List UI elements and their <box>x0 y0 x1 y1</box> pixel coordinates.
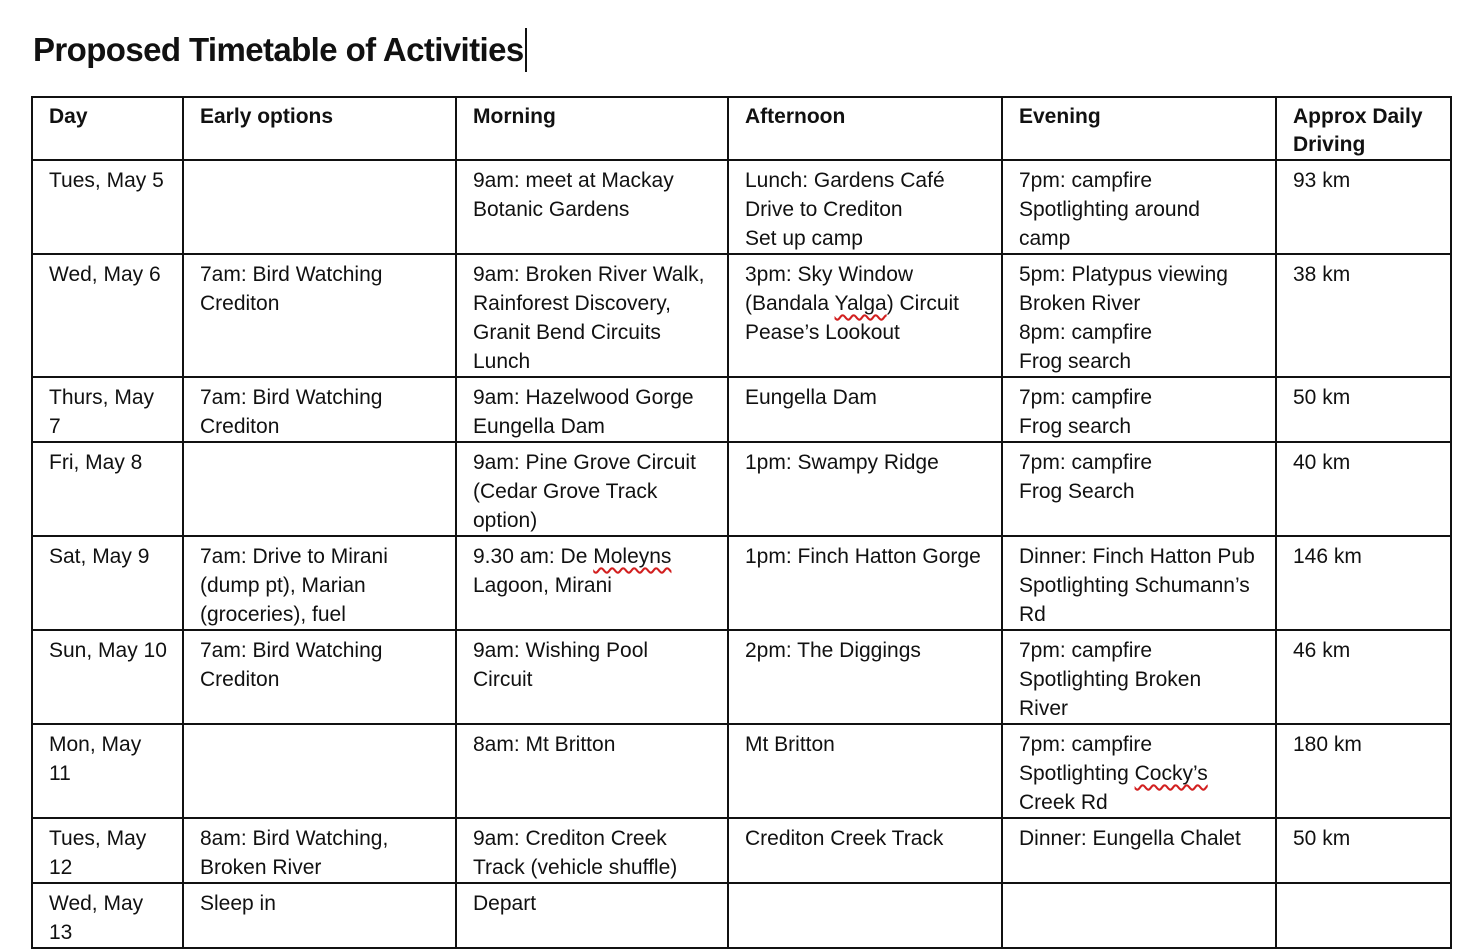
cell-evening[interactable] <box>1002 883 1276 948</box>
table-row <box>32 630 1451 724</box>
cell-line: Botanic Gardens <box>473 198 630 221</box>
header-driving[interactable] <box>1276 97 1451 160</box>
cell-line: Broken River <box>200 856 322 879</box>
header-afternoon[interactable] <box>728 97 1002 160</box>
cell-day[interactable] <box>32 536 183 630</box>
cell-line: 3pm: Sky Window <box>745 263 914 286</box>
cell-afternoon[interactable] <box>728 724 1002 818</box>
header-driving-label: Approx Daily Driving <box>1293 105 1423 156</box>
header-evening[interactable] <box>1002 97 1276 160</box>
table-row <box>32 442 1451 536</box>
cell-day[interactable] <box>32 818 183 883</box>
cell-line: Depart <box>473 892 537 915</box>
table-row <box>32 724 1451 818</box>
cell-driving[interactable] <box>1276 442 1451 536</box>
cell-line: Broken River <box>1019 292 1141 315</box>
cell-line: Sleep in <box>200 892 276 915</box>
cell-afternoon[interactable] <box>728 160 1002 254</box>
header-morning-label: Morning <box>473 105 556 128</box>
cell-line: Thurs, May <box>49 386 155 409</box>
cell-driving[interactable] <box>1276 377 1451 442</box>
cell-line: Tues, May <box>49 827 147 850</box>
cell-evening[interactable] <box>1002 630 1276 724</box>
cell-driving[interactable] <box>1276 883 1451 948</box>
cell-day[interactable] <box>32 883 183 948</box>
cell-line: 12 <box>49 856 73 879</box>
header-early-label: Early options <box>200 105 334 128</box>
timetable-body <box>32 160 1451 948</box>
cell-line: 50 km <box>1293 386 1351 409</box>
cell-line: Spotlighting Broken <box>1019 668 1202 691</box>
cell-line: 11 <box>49 762 71 785</box>
cell-line: (groceries), fuel <box>200 603 346 626</box>
cell-morning[interactable] <box>456 883 728 948</box>
cell-line: 9am: Pine Grove Circuit <box>473 451 696 474</box>
cell-day[interactable] <box>32 442 183 536</box>
cell-line: 9am: Wishing Pool <box>473 639 649 662</box>
cell-line: Sun, May 10 <box>49 639 167 662</box>
cell-early-options[interactable] <box>183 724 456 818</box>
cell-driving[interactable] <box>1276 536 1451 630</box>
cell-early-options[interactable] <box>183 883 456 948</box>
cell-line: option) <box>473 509 538 532</box>
cell-line: 7am: Bird Watching <box>200 386 383 409</box>
document-title[interactable] <box>33 28 527 72</box>
header-day-label: Day <box>49 105 88 128</box>
cell-afternoon[interactable] <box>728 536 1002 630</box>
timetable <box>31 96 1452 949</box>
cell-early-options[interactable] <box>183 442 456 536</box>
cell-line: Spotlighting around <box>1019 198 1200 221</box>
cell-evening[interactable] <box>1002 536 1276 630</box>
cell-line: Crediton Creek Track <box>745 827 944 850</box>
header-row <box>32 97 1451 160</box>
cell-line: 40 km <box>1293 451 1351 474</box>
cell-afternoon[interactable] <box>728 883 1002 948</box>
cell-line: Lagoon, Mirani <box>473 574 612 597</box>
cell-driving[interactable] <box>1276 630 1451 724</box>
cell-morning[interactable] <box>456 254 728 377</box>
spellcheck-underline[interactable]: Yalga <box>834 292 887 315</box>
cell-evening[interactable] <box>1002 160 1276 254</box>
cell-line: 5pm: Platypus viewing <box>1019 263 1228 286</box>
cell-early-options[interactable] <box>183 818 456 883</box>
cell-line: 93 km <box>1293 169 1351 192</box>
header-evening-label: Evening <box>1019 105 1101 128</box>
cell-line: (Cedar Grove Track <box>473 480 658 503</box>
cell-line: Drive to Crediton <box>745 198 903 221</box>
header-afternoon-label: Afternoon <box>745 105 846 128</box>
cell-line: Dinner: Eungella Chalet <box>1019 827 1241 850</box>
cell-line: Rainforest Discovery, <box>473 292 672 315</box>
cell-driving[interactable] <box>1276 818 1451 883</box>
cell-morning[interactable] <box>456 536 728 630</box>
cell-line: camp <box>1019 227 1071 250</box>
table-row <box>32 883 1451 948</box>
cell-morning[interactable] <box>456 442 728 536</box>
cell-line: 50 km <box>1293 827 1351 850</box>
cell-line: Sat, May 9 <box>49 545 150 568</box>
cell-day[interactable] <box>32 377 183 442</box>
cell-line: Crediton <box>200 415 280 438</box>
table-row <box>32 536 1451 630</box>
cell-line: 46 km <box>1293 639 1351 662</box>
cell-line: 1pm: Finch Hatton Gorge <box>745 545 981 568</box>
header-day[interactable] <box>32 97 183 160</box>
cell-afternoon[interactable] <box>728 377 1002 442</box>
cell-evening[interactable] <box>1002 724 1276 818</box>
cell-evening[interactable] <box>1002 818 1276 883</box>
cell-evening[interactable] <box>1002 377 1276 442</box>
cell-early-options[interactable] <box>183 160 456 254</box>
cell-line: Granit Bend Circuits <box>473 321 661 344</box>
cell-line: Track (vehicle shuffle) <box>473 856 678 879</box>
cell-line: 13 <box>49 921 73 944</box>
cell-line: Pease’s Lookout <box>745 321 900 344</box>
table-row <box>32 160 1451 254</box>
cell-line: River <box>1019 697 1069 720</box>
cell-line: 9.30 am: De Moleyns <box>473 545 672 568</box>
cell-afternoon[interactable] <box>728 442 1002 536</box>
cell-line: 8am: Mt Britton <box>473 733 616 756</box>
cell-line: Wed, May <box>49 892 144 915</box>
cell-line: Set up camp <box>745 227 863 250</box>
cell-line: 8am: Bird Watching, <box>200 827 389 850</box>
cell-line: Crediton <box>200 668 280 691</box>
cell-driving[interactable] <box>1276 160 1451 254</box>
cell-line: (dump pt), Marian <box>200 574 366 597</box>
cell-line: 7pm: campfire <box>1019 639 1153 662</box>
cell-line: 7pm: campfire <box>1019 386 1153 409</box>
cell-day[interactable] <box>32 630 183 724</box>
cell-line: Rd <box>1019 603 1046 626</box>
cell-line: 2pm: The Diggings <box>745 639 921 662</box>
cell-line: Mon, May <box>49 733 142 756</box>
cell-line: Creek Rd <box>1019 791 1108 814</box>
cell-line: 7pm: campfire <box>1019 733 1153 756</box>
cell-line: 146 km <box>1293 545 1362 568</box>
cell-early-options[interactable] <box>183 536 456 630</box>
cell-early-options[interactable] <box>183 630 456 724</box>
cell-line: 38 km <box>1293 263 1351 286</box>
cell-line: Tues, May 5 <box>49 169 164 192</box>
cell-line: Circuit <box>473 668 533 691</box>
cell-line: 7am: Bird Watching <box>200 639 383 662</box>
cell-morning[interactable] <box>456 630 728 724</box>
cell-driving[interactable] <box>1276 254 1451 377</box>
cell-early-options[interactable] <box>183 377 456 442</box>
cell-line: Eungella Dam <box>745 386 877 409</box>
cell-line: 9am: Broken River Walk, <box>473 263 705 286</box>
cell-line: Lunch: Gardens Café <box>745 169 945 192</box>
table-row <box>32 254 1451 377</box>
cell-line: Mt Britton <box>745 733 835 756</box>
cell-afternoon[interactable] <box>728 818 1002 883</box>
table-row <box>32 818 1451 883</box>
text-cursor <box>525 28 527 72</box>
cell-line: Fri, May 8 <box>49 451 143 474</box>
cell-evening[interactable] <box>1002 254 1276 377</box>
cell-driving[interactable] <box>1276 724 1451 818</box>
cell-morning[interactable] <box>456 724 728 818</box>
cell-line: 180 km <box>1293 733 1362 756</box>
cell-afternoon[interactable] <box>728 254 1002 377</box>
cell-line: 7 <box>49 415 61 438</box>
cell-line: Frog Search <box>1019 480 1135 503</box>
header-morning[interactable] <box>456 97 728 160</box>
cell-line: 7am: Bird Watching <box>200 263 383 286</box>
cell-morning[interactable] <box>456 818 728 883</box>
cell-line: Lunch <box>473 350 531 373</box>
document-title-text: Proposed Timetable of Activities <box>33 31 524 68</box>
cell-line: Crediton <box>200 292 280 315</box>
cell-line: Eungella Dam <box>473 415 605 438</box>
cell-morning[interactable] <box>456 377 728 442</box>
spellcheck-underline[interactable]: Moleyns <box>593 545 672 568</box>
table-row <box>32 377 1451 442</box>
cell-day[interactable] <box>32 254 183 377</box>
header-early-options[interactable] <box>183 97 456 160</box>
cell-line: Dinner: Finch Hatton Pub <box>1019 545 1255 568</box>
cell-line: 9am: meet at Mackay <box>473 169 674 192</box>
cell-line: 1pm: Swampy Ridge <box>745 451 939 474</box>
cell-day[interactable] <box>32 724 183 818</box>
cell-afternoon[interactable] <box>728 630 1002 724</box>
cell-line: Spotlighting Cocky’s <box>1019 762 1208 785</box>
cell-line: 9am: Hazelwood Gorge <box>473 386 694 409</box>
cell-morning[interactable] <box>456 160 728 254</box>
cell-line: (Bandala Yalga) Circuit <box>745 292 960 315</box>
cell-line: 7pm: campfire <box>1019 451 1153 474</box>
spellcheck-underline[interactable]: Cocky’s <box>1134 762 1208 785</box>
cell-line: 7am: Drive to Mirani <box>200 545 388 568</box>
cell-line: 9am: Crediton Creek <box>473 827 667 850</box>
cell-line: Frog search <box>1019 415 1132 438</box>
cell-day[interactable] <box>32 160 183 254</box>
cell-line: Wed, May 6 <box>49 263 161 286</box>
cell-line: 7pm: campfire <box>1019 169 1153 192</box>
cell-line: Frog search <box>1019 350 1132 373</box>
cell-line: 8pm: campfire <box>1019 321 1153 344</box>
cell-evening[interactable] <box>1002 442 1276 536</box>
cell-early-options[interactable] <box>183 254 456 377</box>
cell-line: Spotlighting Schumann’s <box>1019 574 1250 597</box>
